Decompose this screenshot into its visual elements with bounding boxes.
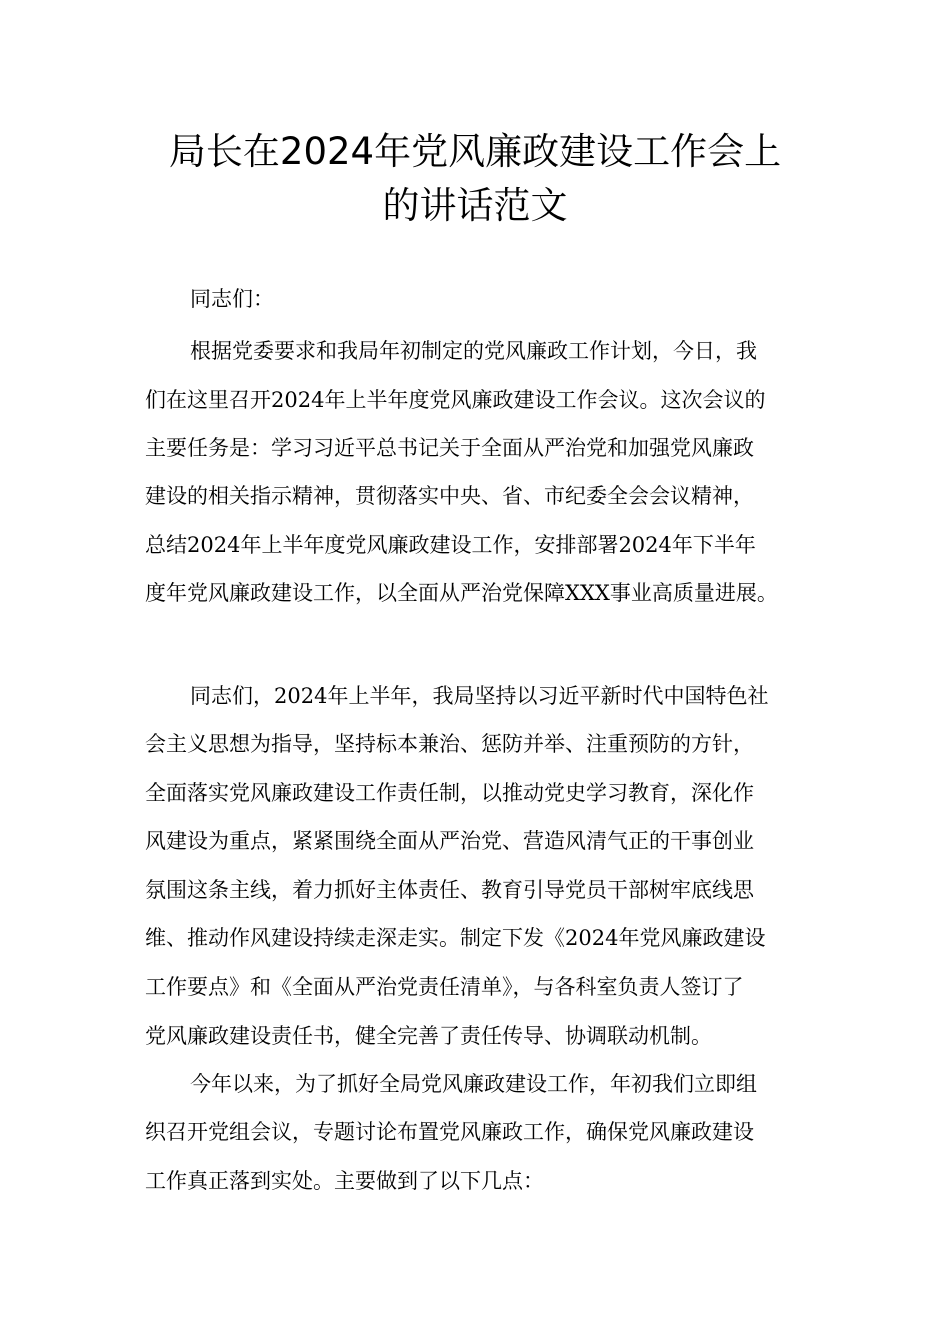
salutation: 同志们： — [190, 287, 274, 311]
body-line: 氛围这条主线，着力抓好主体责任、教育引导党员干部树牢底线思 — [145, 878, 754, 902]
body-line: 们在这里召开2024年上半年度党风廉政建设工作会议。这次会议的 — [145, 388, 766, 412]
body-line: 根据党委要求和我局年初制定的党风廉政工作计划，今日，我 — [190, 339, 757, 363]
body-line: 度年党风廉政建设工作，以全面从严治党保障XXX事业高质量进展。 — [145, 581, 778, 605]
body-line: 织召开党组会议，专题讨论布置党风廉政工作，确保党风廉政建设 — [145, 1120, 754, 1144]
body-line: 党风廉政建设责任书，健全完善了责任传导、协调联动机制。 — [145, 1024, 712, 1048]
body-line: 工作真正落到实处。主要做到了以下几点： — [145, 1169, 544, 1193]
body-line: 风建设为重点，紧紧围绕全面从严治党、营造风清气正的干事创业 — [145, 829, 754, 853]
body-line: 同志们，2024年上半年，我局坚持以习近平新时代中国特色社 — [190, 684, 769, 708]
body-line: 今年以来，为了抓好全局党风廉政建设工作，年初我们立即组 — [190, 1072, 757, 1096]
body-line: 全面落实党风廉政建设工作责任制，以推动党史学习教育，深化作 — [145, 781, 754, 805]
body-line: 会主义思想为指导，坚持标本兼治、惩防并举、注重预防的方针， — [145, 732, 754, 756]
body-line: 主要任务是：学习习近平总书记关于全面从严治党和加强党风廉政 — [145, 436, 754, 460]
body-line: 维、推动作风建设持续走深走实。制定下发《2024年党风廉政建设 — [145, 926, 766, 950]
body-line: 建设的相关指示精神，贯彻落实中央、省、市纪委全会会议精神， — [145, 484, 754, 508]
document-title-line-1: 局长在2024年党风廉政建设工作会上 — [168, 130, 782, 173]
body-line: 工作要点》和《全面从严治党责任清单》，与各科室负责人签订了 — [145, 975, 744, 999]
document-title-line-2: 的讲话范文 — [382, 184, 568, 227]
body-line: 总结2024年上半年度党风廉政建设工作，安排部署2024年下半年 — [145, 533, 756, 557]
